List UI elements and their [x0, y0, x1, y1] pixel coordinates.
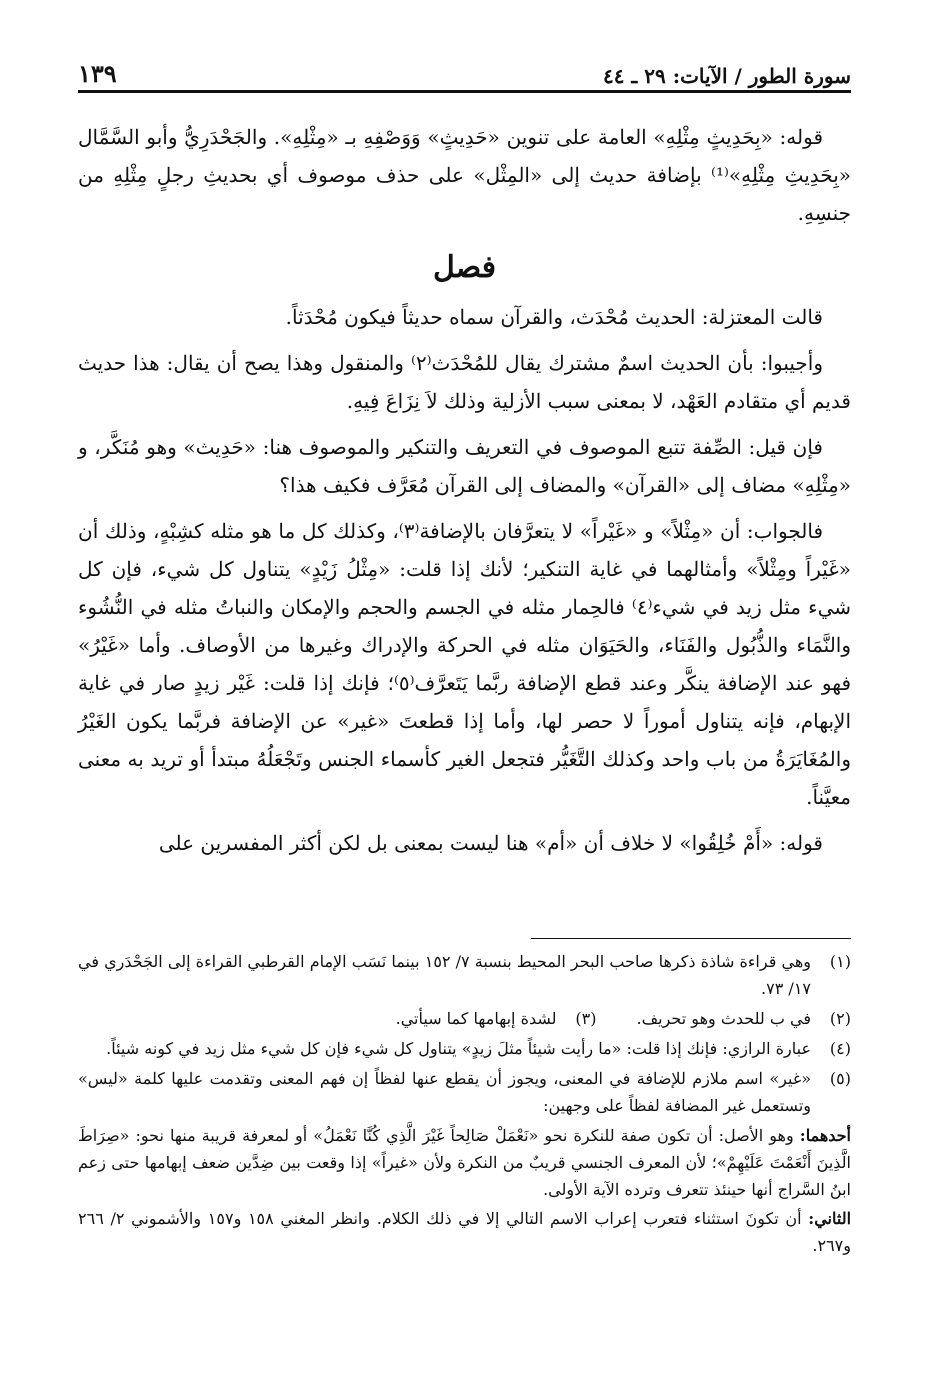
footnote-3 — [396, 1005, 597, 1032]
footnote-5-first — [78, 1122, 851, 1203]
footnote-5 — [78, 1065, 851, 1119]
footnote-text: لشدة إبهامها كما سيأتي. — [395, 1009, 557, 1028]
header-divider — [78, 90, 851, 93]
page-number: ١٣٩ — [78, 59, 117, 88]
footnote-label: أحدهما: — [799, 1126, 851, 1145]
paragraph-3: وأجيبوا: بأن الحديث اسمٌ مشترك يقال للمُحْدَث⁽٢⁾ والمنقول وهذا يصح أن يقال: هذا حديث قديم أي متقادم العَهْد، لا بمعنى سبب الأزلية وذلك لاَ نِزَاعَ فِيهِ. — [78, 351, 851, 413]
footnote-number: (٢) — [829, 1009, 851, 1028]
footnote-5-second — [78, 1205, 851, 1259]
footnote-number: (١) — [829, 952, 851, 971]
paragraph-5: فالجواب: أن «مِثْلاً» و «غَيْراً» لا يتعرَّفان بالإضافة⁽٣⁾، وكذلك كل ما هو مثله كشِبْهٍ، وذلك أن «غَيْراً ومِثْلاً» وأمثالهما في غاية التنكير؛ لأنك إذا قلت: «مِثْلُ زَيْدٍ» يتناول كل شيء، فإن كل شيء مثل زيد في شيء⁽٤⁾ فالحِمار مثله في الجسم والحجم والإمكان والنباتُ مثله في النُّشُوء والنَّمَاء والذُّبُول والفَنَاء، والحَيَوَان مثله في الحركة والإدراك وغيرها من الأوصاف. وأما «غَيْرُ» فهو عند الإضافة ينكَّر وعند قطع الإضافة ربَّما يَتَعرَّف⁽٥⁾؛ فإنك إذا قلت: غَيْر زيدٍ صار في غاية الإبهام، فإنه يتناول أموراً لا حصر لها، وأما إذا قطعتَ «غير» عن الإضافة فربَّما يكون الغَيْرُ والمُغَايَرَةُ من باب واحد وكذلك التَّغَيُّر فتجعل الغير كأسماء الجنس وتَجْعَلُهُ مبتدأ أو تريد به معنى معيَّناً. — [78, 519, 851, 809]
footnote-text: عبارة الرازي: فإنك إذا قلت: «ما رأيت شيئاً مثلَ زيدٍ» يتناول كل شيء فإن كل شيء مثل زيد في كونه شيئاً. — [106, 1039, 811, 1058]
section-title: فصل — [432, 250, 497, 285]
footnotes-row-2-3 — [78, 1005, 851, 1035]
footnote-divider — [531, 938, 851, 939]
footnote-text: وهي قراءة شاذة ذكرها صاحب البحر المحيط بنسبة ٧/ ١٥٢ بينما نَسَب الإمام القرطبي القراءة إلى الجَحْدَري في ١٧/ ٧٣. — [78, 952, 811, 998]
running-header — [78, 52, 851, 88]
footnote-text: في ب للحدث وهو تحريف. — [636, 1009, 811, 1028]
footnote-4 — [78, 1035, 851, 1062]
main-text — [78, 118, 851, 870]
footnote-text: وهو الأصل: أن تكون صفة للنكرة نحو «نَعْمَلْ صَالِحاً غَيْرَ الَّذِي كُنَّا نَعْمَلُ» أو لمعرفة قريبة منها نحو: «صِرَاطَ الَّذِينَ أَنْعَمْتَ عَلَيْهِمْ»؛ لأن المعرف الجنسي قريبٌ من النكرة ولأن «غيراً» إذا وقعت بين ضِدَّين ضعف إبهامها حتى زعم ابنُ السَّراج أنها حينئذ تتعرف وترده الآية الأولى. — [78, 1126, 851, 1199]
footnote-text: «غير» اسم ملازم للإضافة في المعنى، ويجوز أن يقطع عنها لفظاً إن فهم المعنى وتقدمت عليها كلمة «ليس» وتستعمل غير المضافة لفظاً على وجهين: — [78, 1069, 811, 1115]
footnotes — [78, 948, 851, 1261]
footnote-number: (٥) — [829, 1069, 851, 1088]
footnote-2 — [637, 1005, 852, 1032]
footnote-number: (٤) — [829, 1039, 851, 1058]
paragraph-2: قالت المعتزلة: الحديث مُحْدَث، والقرآن سماه حديثاً فيكون مُحْدَثاً. — [285, 305, 823, 329]
footnote-1 — [78, 948, 851, 1002]
footnote-number: (٣) — [575, 1009, 597, 1028]
paragraph-1: قوله: «بِحَدِيثٍ مِثْلِهِ» العامة على تنوين «حَدِيثٍ» وَوَصْفِهِ بـ «مِثْلِهِ». والجَحْدَرِيُّ وأبو السَّمَّال «بِحَدِيثِ مِثْلِهِ»⁽¹⁾ بإضافة حديث إلى «المِثْل» على حذف موصوف أي بحديثِ رجلٍ مِثْلِهِ من جنسِهِ. — [78, 125, 851, 225]
footnote-label: الثاني: — [808, 1209, 852, 1228]
footnote-text: أن تكونَ استثناء فتعرب إعراب الاسم التالي إلا في ذلك الكلام. وانظر المغني ١٥٨ و١٥٧ والأشموني ٢/ ٢٦٦ و٢٦٧. — [78, 1209, 851, 1255]
paragraph-6: قوله: «أَمْ خُلِقُوا» لا خلاف أن «أم» هنا ليست بمعنى بل لكن أكثر المفسرين على — [158, 831, 823, 855]
header-title: سورة الطور / الآيات: ٢٩ ـ ٤٤ — [602, 64, 851, 88]
paragraph-4: فإن قيل: الصِّفة تتبع الموصوف في التعريف والتنكير والموصوف هنا: «حَدِيث» وهو مُنَكَّر، و «مِثْلِهِ» مضاف إلى «القرآن» والمضاف إلى القرآن مُعَرَّف فكيف هذا؟ — [78, 435, 851, 497]
